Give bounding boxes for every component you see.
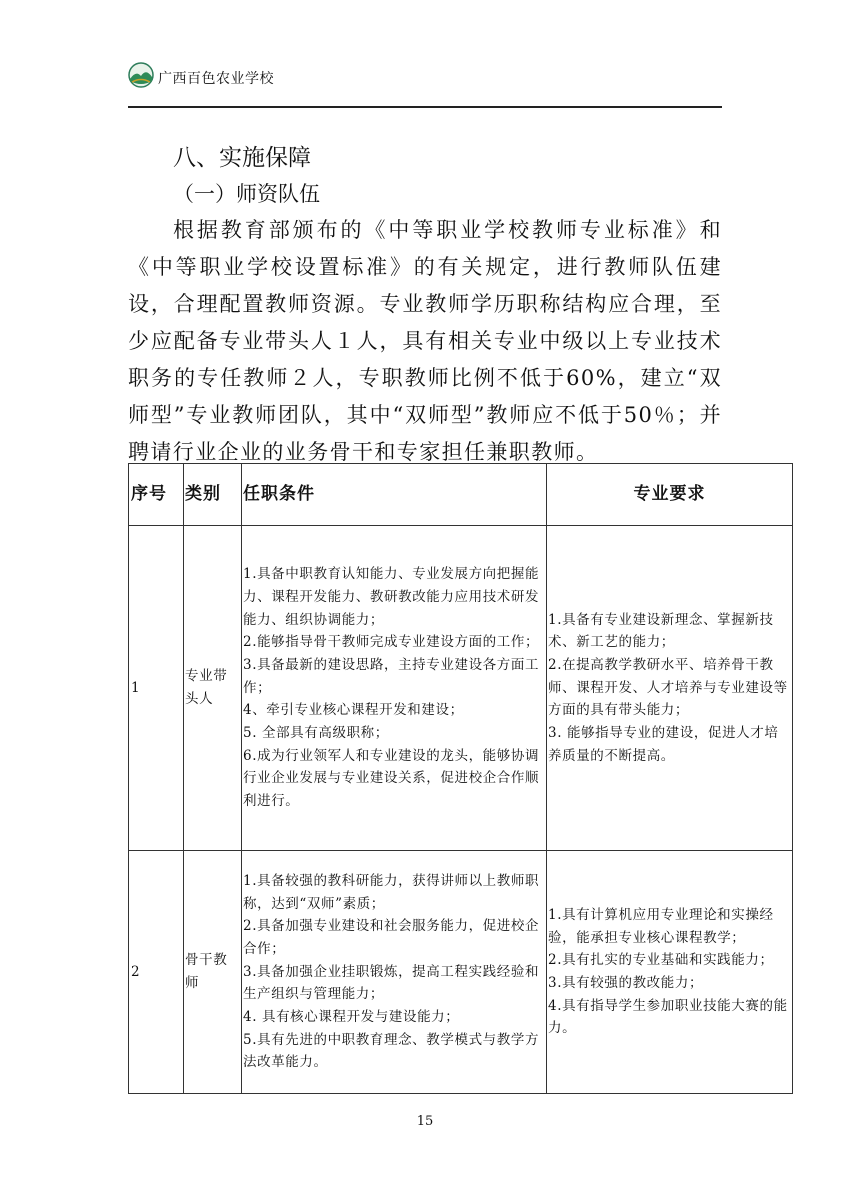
condition-item: 3.具备加强企业挂职锻炼，提高工程实践经验和生产组织与管理能力； <box>243 963 540 1003</box>
condition-item: 5.具有先进的中职教育理念、教学模式与教学方法改革能力。 <box>243 1031 540 1071</box>
row-conditions <box>242 851 547 1094</box>
condition-item: 6.成为行业领军人和专业建设的龙头，能够协调行业企业发展与专业建设关系，促进校企合作顺利进行。 <box>243 747 540 810</box>
requirement-item: 3. 能够指导专业的建设，促进人才培养质量的不断提高。 <box>548 725 779 764</box>
table-row <box>129 526 793 851</box>
school-name: 广西百色农业学校 <box>158 71 274 87</box>
requirement-item: 4.具有指导学生参加职业技能大赛的能力。 <box>548 997 788 1037</box>
condition-item: 4、牵引专业核心课程开发和建设； <box>243 702 464 719</box>
row-conditions <box>242 526 547 851</box>
row-requirements <box>547 526 793 851</box>
requirement-item: 2.具有扎实的专业基础和实践能力； <box>548 952 774 969</box>
section-paragraph: 根据教育部颁布的《中等职业学校教师专业标准》和《中等职业学校设置标准》的有关规定，进行教师队伍建设，合理配置教师资源。专业教师学历职称结构应合理，至少应配备专业带头人１人，具有相关专业中级以上专业技术职务的专任教师２人，专职教师比例不低于60%，建立“双师型”专业教师团队，其中“双师型”教师应不低于50％；并聘请行业企业的业务骨干和专家担任兼职教师。 <box>128 218 722 464</box>
requirement-item: 3.具有较强的教改能力； <box>548 975 704 991</box>
section-title: 八、实施保障 <box>173 145 311 171</box>
header-divider <box>128 106 722 108</box>
header-seq: 序号 <box>129 464 184 526</box>
header-requirements: 专业要求 <box>547 464 793 526</box>
requirement-item: 1.具有计算机应用专业理论和实操经验，能承担专业核心课程教学； <box>548 906 774 946</box>
condition-item: 1.具备较强的教科研能力，获得讲师以上教师职称，达到“双师”素质； <box>243 872 540 912</box>
row-category: 骨干教师 <box>184 851 242 1094</box>
page-number: 15 <box>416 1114 434 1129</box>
header-category: 类别 <box>184 464 242 526</box>
school-logo-icon <box>128 62 154 88</box>
requirement-item: 2.在提高教学教研水平、培养骨干教师、课程开发、人才培养与专业建设等方面的具有带头能力； <box>548 656 788 719</box>
staff-requirements-table <box>128 463 793 1094</box>
row-category: 专业带头人 <box>184 526 242 851</box>
table-header-row <box>129 464 793 526</box>
row-requirements <box>547 851 793 1094</box>
row-seq: 2 <box>129 851 184 1094</box>
page-header <box>128 60 722 110</box>
section-content <box>128 140 722 471</box>
condition-item: 3.具备最新的建设思路，主持专业建设各方面工作； <box>243 656 540 696</box>
row-seq: 1 <box>129 526 184 851</box>
condition-item: 2.具备加强专业建设和社会服务能力，促进校企合作； <box>243 918 540 957</box>
table-row <box>129 851 793 1094</box>
requirement-item: 1.具备有专业建设新理念、掌握新技术、新工艺的能力； <box>548 611 774 651</box>
condition-item: 4. 具有核心课程开发与建设能力； <box>243 1009 460 1026</box>
section-subtitle: （一）师资队伍 <box>173 182 320 206</box>
condition-item: 2.能够指导骨干教师完成专业建设方面的工作； <box>243 634 540 651</box>
header-conditions: 任职条件 <box>242 464 547 526</box>
condition-item: 5. 全部具有高级职称； <box>243 725 389 742</box>
condition-item: 1.具备中职教育认知能力、专业发展方向把握能力、课程开发能力、教研教改能力应用技术研发能力、组织协调能力； <box>243 566 540 628</box>
